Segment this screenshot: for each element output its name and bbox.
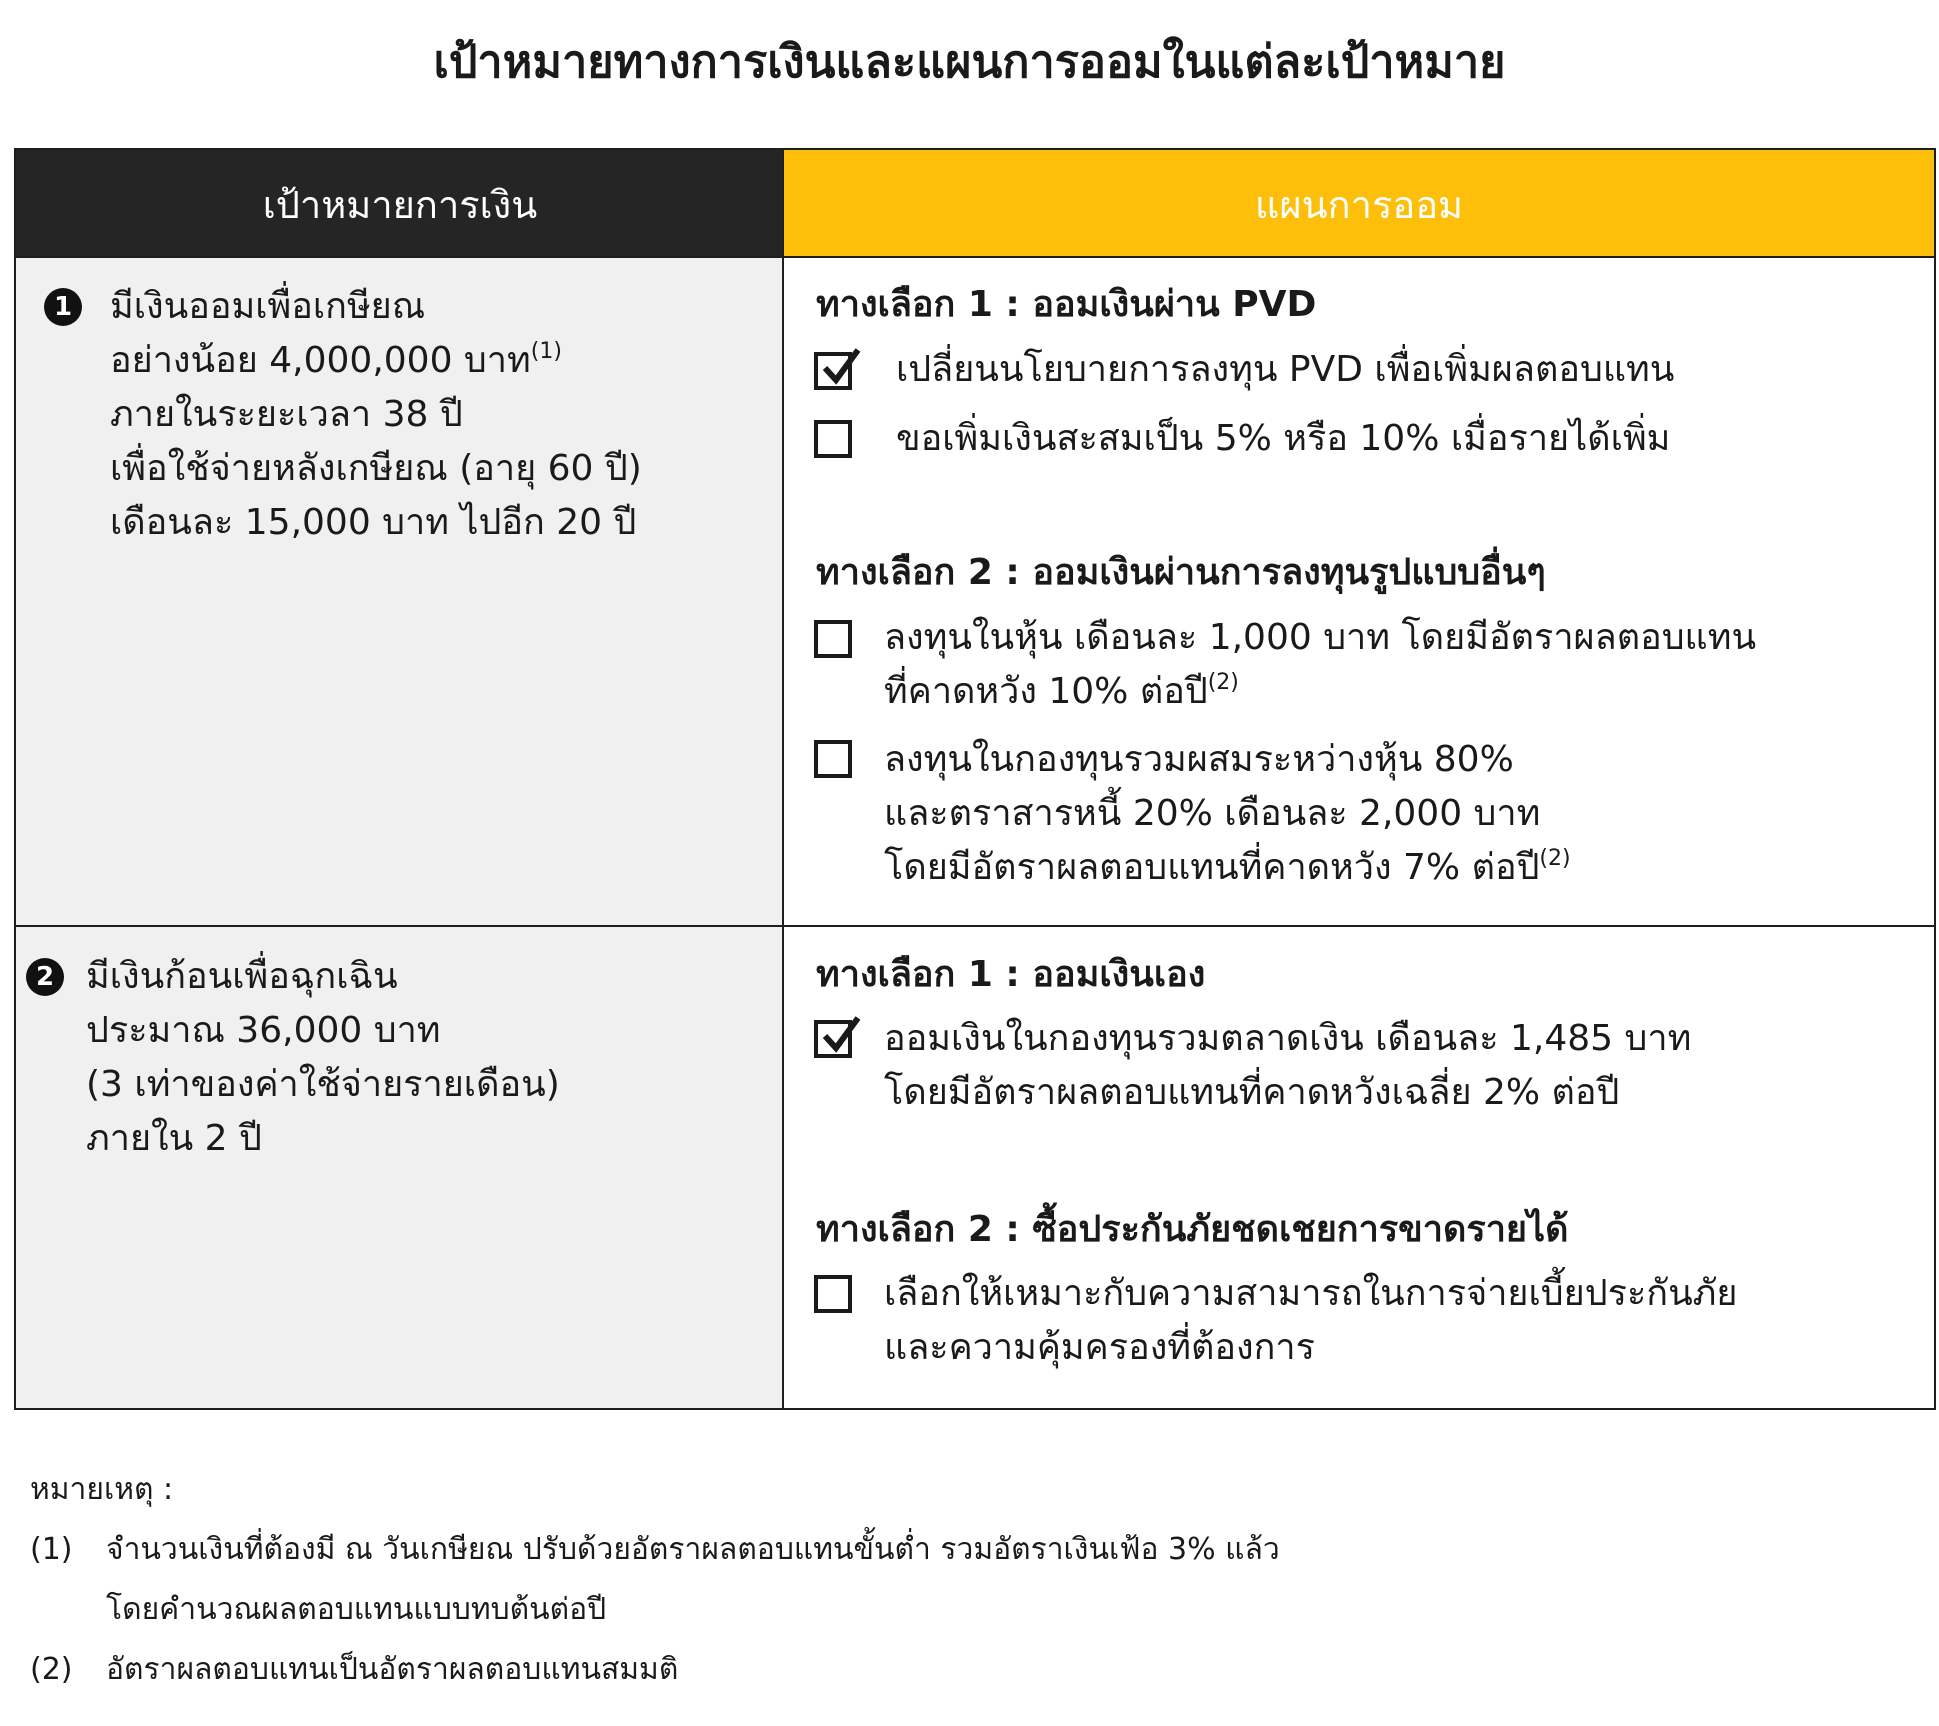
goal-line: ประมาณ 36,000 บาท	[86, 1010, 441, 1051]
plan-item-text: โดยมีอัตราผลตอบแทนที่คาดหวัง 7% ต่อปี$^{(2)}$	[884, 846, 1571, 888]
goal-line: อย่างน้อย 4,000,000 บาท$^{(1)}$	[110, 339, 562, 381]
goal-line: เดือนละ 15,000 บาท ไปอีก 20 ปี	[110, 502, 637, 543]
plan-item	[884, 611, 1756, 719]
checkmark-icon	[820, 346, 864, 390]
column-divider	[782, 150, 784, 1408]
note-text: โดยคำนวณผลตอบแทนแบบทบต้นต่อปี	[106, 1592, 607, 1627]
header-divider	[16, 256, 1934, 258]
plan-item	[884, 1012, 1691, 1120]
plan-1-option-2-title: ทางเลือก 2 : ออมเงินผ่านการลงทุนรูปแบบอื่นๆ	[816, 552, 1546, 593]
notes-heading: หมายเหตุ :	[30, 1472, 174, 1507]
goal-line: มีเงินก้อนเพื่อฉุกเฉิน	[86, 956, 398, 997]
footnotes	[30, 1460, 1280, 1700]
checkbox-unchecked[interactable]	[814, 420, 852, 458]
plan-item-text: ออมเงินในกองทุนรวมตลาดเงิน เดือนละ 1,485 บาท	[884, 1018, 1692, 1059]
goal-line: ภายใน 2 ปี	[86, 1118, 262, 1159]
plan-1-option-1-title: ทางเลือก 1 : ออมเงินผ่าน PVD	[816, 284, 1317, 325]
number-badge-icon: 2	[26, 958, 64, 996]
footnote-ref: (2)	[1207, 670, 1239, 695]
footnote-ref: (2)	[1539, 846, 1571, 871]
goal-line: ภายในระยะเวลา 38 ปี	[110, 394, 463, 435]
goal-2	[26, 950, 560, 1166]
goal-line: เพื่อใช้จ่ายหลังเกษียณ (อายุ 60 ปี)	[110, 448, 642, 489]
goal-line: มีเงินออมเพื่อเกษียณ	[110, 286, 426, 327]
footnote-ref: (1)	[530, 339, 562, 364]
header-goal: เป้าหมายการเงิน	[16, 150, 784, 258]
plan-item-text: ลงทุนในกองทุนรวมผสมระหว่างหุ้น 80%	[884, 739, 1514, 780]
plan-item	[896, 412, 1670, 466]
checkbox-unchecked[interactable]	[814, 620, 852, 658]
note-item	[30, 1640, 1280, 1700]
goal-line: (3 เท่าของค่าใช้จ่ายรายเดือน)	[86, 1064, 560, 1105]
plan-item-text: และความคุ้มครองที่ต้องการ	[884, 1327, 1315, 1368]
plan-item-text: ที่คาดหวัง 10% ต่อปี$^{(2)}$	[884, 670, 1239, 712]
plan-2-option-1-title: ทางเลือก 1 : ออมเงินเอง	[816, 954, 1206, 995]
note-mark: (1)	[30, 1532, 73, 1567]
plan-item-text: และตราสารหนี้ 20% เดือนละ 2,000 บาท	[884, 793, 1541, 834]
note-text: อัตราผลตอบแทนเป็นอัตราผลตอบแทนสมมติ	[106, 1652, 679, 1687]
checkmark-icon	[820, 1014, 864, 1058]
plan-item-text: เปลี่ยนนโยบายการลงทุน PVD เพื่อเพิ่มผลตอบแทน	[896, 349, 1675, 390]
checkbox-checked[interactable]	[814, 352, 852, 390]
checkbox-unchecked[interactable]	[814, 740, 852, 778]
note-item	[30, 1520, 1280, 1640]
plan-item	[884, 1267, 1738, 1375]
number-badge-icon: 1	[44, 288, 82, 326]
goals-table	[14, 148, 1936, 1410]
plan-item	[884, 733, 1571, 895]
note-mark: (2)	[30, 1652, 73, 1687]
page-title: เป้าหมายทางการเงินและแผนการออมในแต่ละเป้าหมาย	[433, 35, 1506, 88]
plan-item-text: เลือกให้เหมาะกับความสามารถในการจ่ายเบี้ยประกันภัย	[884, 1273, 1738, 1314]
checkbox-unchecked[interactable]	[814, 1275, 852, 1313]
plan-2-option-2-title: ทางเลือก 2 : ซื้อประกันภัยชดเชยการขาดรายได้	[816, 1209, 1569, 1250]
note-text: จำนวนเงินที่ต้องมี ณ วันเกษียณ ปรับด้วยอัตราผลตอบแทนขั้นต่ำ รวมอัตราเงินเฟ้อ 3% แล้ว	[106, 1532, 1280, 1567]
plan-item	[896, 343, 1674, 397]
header-plan: แผนการออม	[784, 150, 1934, 258]
goal-1	[44, 280, 642, 550]
row-divider	[16, 925, 1934, 927]
plan-item-text: โดยมีอัตราผลตอบแทนที่คาดหวังเฉลี่ย 2% ต่อปี	[884, 1072, 1620, 1113]
plan-item-text: ลงทุนในหุ้น เดือนละ 1,000 บาท โดยมีอัตราผลตอบแทน	[884, 617, 1757, 658]
plan-item-text: ขอเพิ่มเงินสะสมเป็น 5% หรือ 10% เมื่อรายได้เพิ่ม	[896, 418, 1671, 459]
checkbox-checked[interactable]	[814, 1020, 852, 1058]
